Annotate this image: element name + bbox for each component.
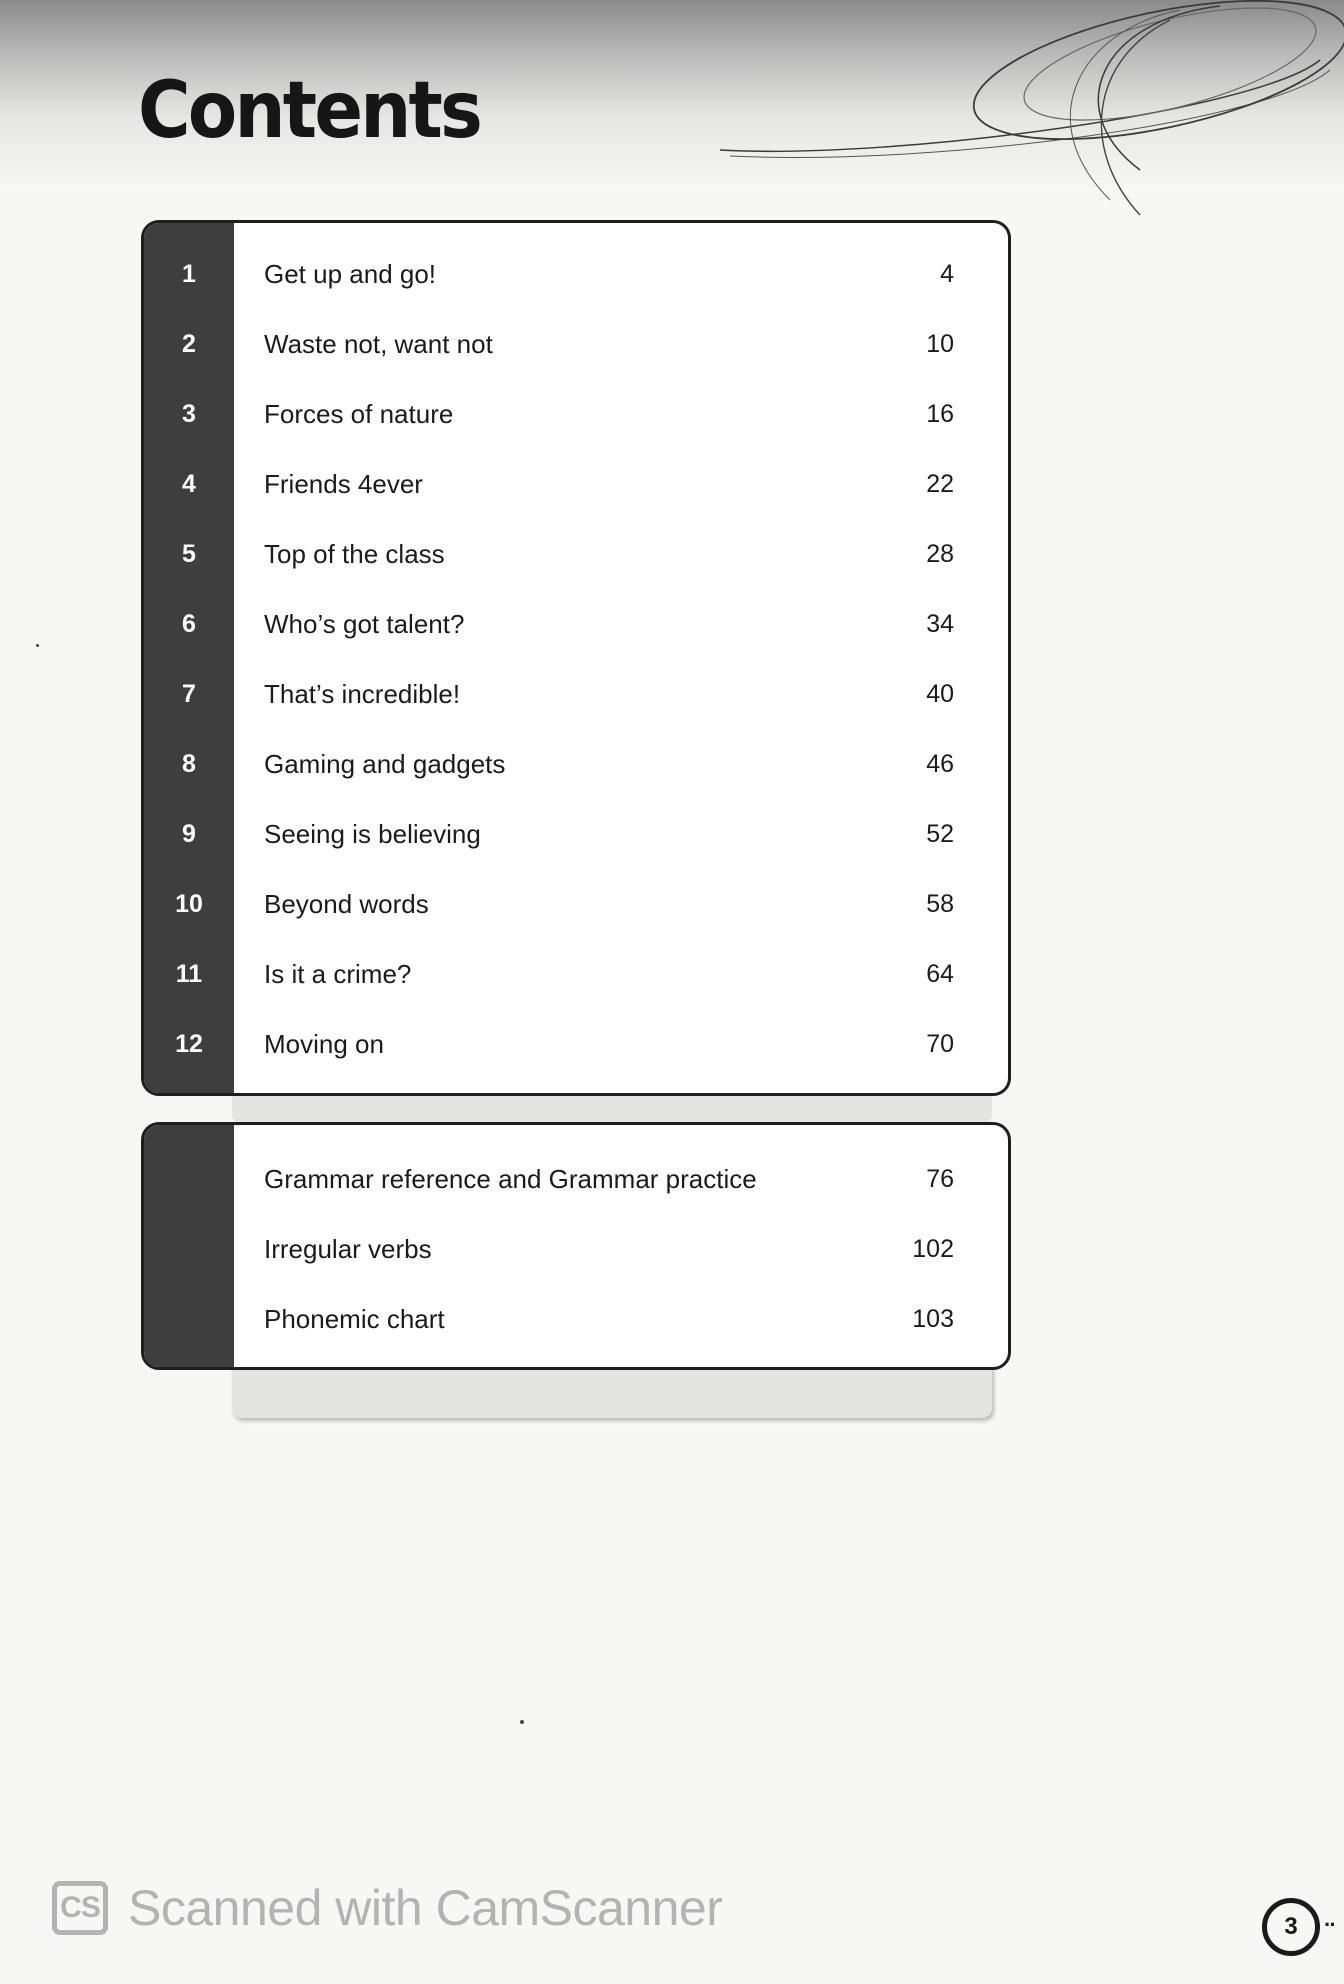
- unit-title: Friends 4ever: [264, 469, 423, 499]
- page-reference: 52: [926, 820, 954, 848]
- ellipsis-icon: ··: [1324, 1912, 1335, 1937]
- unit-title: Get up and go!: [264, 259, 437, 289]
- toc-row-irregular-verbs[interactable]: [144, 1214, 1011, 1284]
- unit-title: Gaming and gadgets: [264, 749, 506, 779]
- unit-number: 8: [182, 750, 196, 778]
- unit-title: Is it a crime?: [264, 959, 412, 989]
- units-contents-panel: [141, 220, 1011, 1096]
- page-reference: 10: [926, 330, 954, 358]
- section-title: Grammar reference and Grammar practice: [264, 1164, 757, 1194]
- page-reference: 64: [926, 960, 954, 988]
- scan-speck: [36, 644, 39, 647]
- unit-title: Top of the class: [264, 539, 445, 569]
- page-reference: 58: [926, 890, 954, 918]
- unit-number: 2: [182, 330, 196, 358]
- toc-row-unit-2[interactable]: [144, 309, 1011, 379]
- watermark-text: Scanned with CamScanner: [128, 1880, 723, 1936]
- toc-row-unit-3[interactable]: [144, 379, 1011, 449]
- toc-row-grammar-reference[interactable]: [144, 1144, 1011, 1214]
- page-reference: 16: [926, 400, 954, 428]
- toc-row-unit-9[interactable]: [144, 799, 1011, 869]
- unit-number: 1: [182, 260, 196, 288]
- toc-row-unit-10[interactable]: [144, 869, 1011, 939]
- toc-row-unit-11[interactable]: [144, 939, 1011, 1009]
- camscanner-watermark: [52, 1878, 722, 1938]
- section-title: Phonemic chart: [264, 1304, 445, 1334]
- section-title: Irregular verbs: [264, 1234, 432, 1264]
- unit-number: 12: [175, 1030, 203, 1058]
- unit-title: Seeing is believing: [264, 819, 481, 849]
- page-reference: 76: [926, 1165, 954, 1193]
- page-reference: 102: [912, 1235, 954, 1263]
- unit-number: 4: [182, 470, 196, 498]
- toc-row-unit-4[interactable]: [144, 449, 1011, 519]
- unit-title: Waste not, want not: [264, 329, 493, 359]
- page-reference: 46: [926, 750, 954, 778]
- toc-row-phonemic-chart[interactable]: [144, 1284, 1011, 1354]
- unit-title: Who’s got talent?: [264, 609, 465, 639]
- camscanner-logo-icon: CS: [52, 1881, 108, 1935]
- page-reference: 103: [912, 1305, 954, 1333]
- unit-title: That’s incredible!: [264, 679, 461, 709]
- page-number-badge: 3: [1262, 1898, 1320, 1956]
- unit-title: Forces of nature: [264, 399, 454, 429]
- decorative-swirl-graphic: [700, 0, 1344, 240]
- toc-row-unit-8[interactable]: [144, 729, 1011, 799]
- page-reference: 70: [926, 1030, 954, 1058]
- reference-contents-panel: [141, 1122, 1011, 1370]
- page-reference: 40: [926, 680, 954, 708]
- unit-number: 10: [175, 890, 203, 918]
- page-title: Contents: [138, 66, 481, 156]
- page-reference: 34: [926, 610, 954, 638]
- page-reference: 28: [926, 540, 954, 568]
- unit-number: 6: [182, 610, 196, 638]
- unit-title: Moving on: [264, 1029, 384, 1059]
- toc-row-unit-7[interactable]: [144, 659, 1011, 729]
- unit-title: Beyond words: [264, 889, 429, 919]
- scan-speck: [520, 1720, 524, 1724]
- page-reference: 4: [940, 260, 954, 288]
- toc-row-unit-1[interactable]: [144, 239, 1011, 309]
- toc-row-unit-6[interactable]: [144, 589, 1011, 659]
- toc-row-unit-12[interactable]: [144, 1009, 1011, 1079]
- page-reference: 22: [926, 470, 954, 498]
- unit-number: 3: [182, 400, 196, 428]
- unit-number: 5: [182, 540, 196, 568]
- toc-row-unit-5[interactable]: [144, 519, 1011, 589]
- unit-number: 7: [182, 680, 196, 708]
- panel-shadow: [232, 1366, 992, 1418]
- unit-number: 11: [175, 960, 203, 988]
- unit-number: 9: [182, 820, 196, 848]
